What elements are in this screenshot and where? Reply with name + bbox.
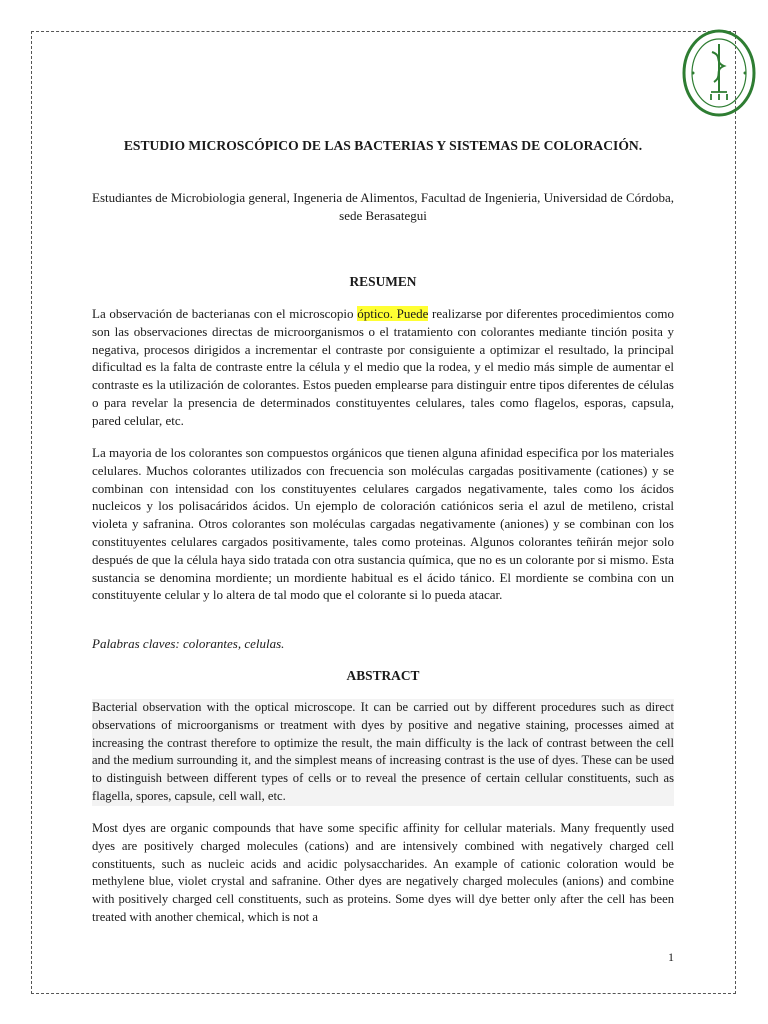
abstract-paragraph-1: Bacterial observation with the optical microscope. It can be carried out by different procedures such as direct observations of microorganisms or treatment with dyes by positive and negative staining, processes aimed at increasing the contrast therefore to optimize the result, the main difficulty is the lack of contrast between the cell and the medium surrounding it, and the simplest means of increasing contrast is the use of dyes. These can be used to distinguish between different types of cells or to reveal the presence of certain cellular constituents, such as flagella, spores, capsule, cell wall, etc. [92,699,674,806]
paper-title: ESTUDIO MICROSCÓPICO DE LAS BACTERIAS Y SISTEMAS DE COLORACIÓN. [123,138,643,153]
keywords: Palabras claves: colorantes, celulas. [92,636,285,651]
page-number: 1 [668,950,674,964]
abstract-heading: ABSTRACT [346,668,420,683]
author-affiliation: Estudiantes de Microbiologia general, Ingeneria de Alimentos, Facultad de Ingenieria, Universidad de Córdoba, sede Berasategui [92,190,674,223]
highlighted-text: óptico. Puede [357,306,429,321]
resumen-paragraph-1 [92,305,674,430]
abstract-paragraph-2: Most dyes are organic compounds that have some specific affinity for cellular materials. Many frequently used dyes are positively charged molecules (cations) and are intensively combined with negatively charged cell constituents, such as nucleic acids and acidic polysaccharides. An example of cationic coloration would be methylene blue, violet crystal and safranine. Other dyes are negatively charged molecules (anions) and combine with positively charged cell constituents, such as proteins. Some dyes will dye better only after the cell has been treated with another chemical, which is not a [92,821,674,924]
resumen-heading: RESUMEN [349,274,417,289]
resumen-paragraph-2: La mayoria de los colorantes son compuestos orgánicos que tienen alguna afinidad especifica por los materiales celulares. Muchos colorantes utilizados con frecuencia son moléculas cargadas positivamente (cationes) y se combinan con intensidad con los constituyentes celulares cargados negativamente, tales como los ácidos nucleicos y los polisacáridos ácidos. Un ejemplo de coloración catiónicos seria el azul de metileno, cristal violeta y safranina. Otros colorantes son moléculas cargadas negativamente (aniones) y se combinan con los constituyentes celulares cargados positivamente, tales como proteinas. Algunos colorantes teñirán mejor solo después de que la célula haya sido tratada con otra sustancia química, que no es un colorante por si mismo. Esta sustancia se denomina mordiente; un mordiente habitual es el ácido tánico. El mordiente se combina con un constituyente celular y lo altera de tal modo que el colorante si lo pueda atacar. [92,445,674,603]
university-seal-icon [681,28,757,118]
resumen-p1-text: La observación de bacterianas con el microscopio [92,306,358,321]
resumen-p1-text-rest: realizarse por diferentes procedimientos como son las observaciones directas de microorganismos o el tratamiento con colorantes mediante tinción posita y negativa, procesos dirigidos a incrementar el contraste por consiguiente a optimizar el resultado, la principal dificultad es la falta de contraste entre la célula y el medio que la rodea, y el medio más simple de aumentar el contraste es la utilización de colorantes. Estos pueden emplearse para distinguir entre tipos diferentes de células o para revelar la presencia de determinados constituyentes celulares, tales como flagelos, esporas, capsula, pared celular, etc. [92,306,675,428]
